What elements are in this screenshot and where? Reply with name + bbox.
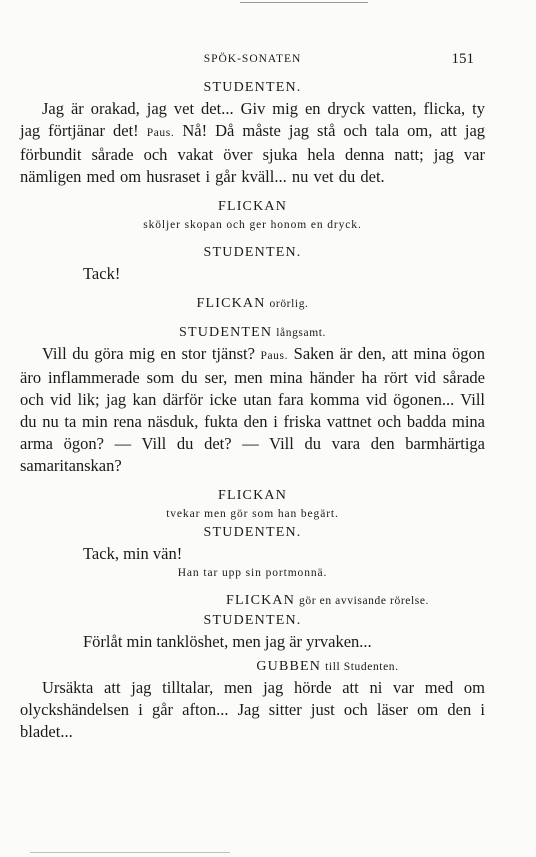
- stage-direction-pause: Paus.: [260, 350, 289, 362]
- speech-text: Jag är orakad, jag vet det... Giv mig en dryck vatten, flicka, ty jag förtjänar det!: [20, 99, 485, 140]
- speaker-studenten: STUDENTEN.: [203, 80, 302, 95]
- speaker-flickan: FLICKAN: [196, 296, 266, 311]
- speech-text: Vill du göra mig en stor tjänst?: [42, 344, 255, 363]
- speaker-studenten: STUDENTEN: [178, 325, 273, 340]
- speaker-line: [20, 323, 485, 343]
- stage-direction: sköljer skopan och ger honom en dryck.: [143, 219, 362, 231]
- speaker-line: [20, 294, 485, 314]
- page-header: [20, 52, 485, 74]
- speaker-line: [20, 657, 485, 677]
- stage-direction: gör en avvisande rörelse.: [299, 595, 430, 607]
- speaker-flickan: FLICKAN: [217, 488, 288, 503]
- speaker-line: [20, 591, 485, 611]
- speaker-studenten: STUDENTEN.: [203, 525, 302, 540]
- speech-paragraph: Tack, min vän!: [83, 544, 183, 563]
- stage-direction: orörlig.: [269, 298, 309, 310]
- speaker-studenten: STUDENTEN.: [203, 613, 302, 628]
- stage-direction: Han tar upp sin portmonnä.: [177, 567, 328, 579]
- book-page: [20, 52, 485, 743]
- bottom-rule: [30, 852, 230, 853]
- speaker-flickan: FLICKAN: [217, 199, 288, 214]
- stage-direction: långsamt.: [276, 327, 327, 339]
- speech-paragraph: Tack!: [83, 264, 121, 283]
- stage-direction: tvekar men gör som han begärt.: [166, 508, 339, 520]
- speaker-flickan: FLICKAN: [225, 593, 296, 608]
- speech-paragraph: Förlåt min tanklöshet, men jag är yrvaken...: [83, 632, 372, 651]
- speaker-studenten: STUDENTEN.: [203, 245, 302, 260]
- page-number: 151: [451, 51, 474, 67]
- speaker-gubben: GUBBEN: [256, 659, 322, 674]
- speech-paragraph: Ursäkta att jag tilltalar, men jag hörde att ni var med om olyckshändelsen i går afton... Jag sitter just och läser om den i bladet...: [20, 678, 485, 741]
- speech-paragraph: [20, 343, 485, 477]
- speech-text: Saken är den, att mina ögon äro inflammerade som du ser, men mina händer ha rört vid sårade och vid lik; jag kan därför icke utan fara komma vid ögonen... Vill du nu ta min rena näsduk, fukta den i friska vattnet och badda mina arma ögon? — Vill du det? — Vill du vara den barmhärtiga samaritanskan?: [20, 344, 486, 475]
- speech-paragraph: [20, 98, 485, 188]
- stage-direction-pause: Paus.: [146, 127, 175, 139]
- stage-direction: till Studenten.: [325, 661, 399, 673]
- speech-text: Nå! Då måste jag stå och tala om, att jag förbundit sårade och vakat över sjuka hela denna natt; jag var nämligen med om husraset i går kväll... nu vet du det.: [20, 121, 486, 186]
- top-rule: [240, 2, 368, 3]
- running-title: SPÖK-SONATEN: [203, 53, 302, 65]
